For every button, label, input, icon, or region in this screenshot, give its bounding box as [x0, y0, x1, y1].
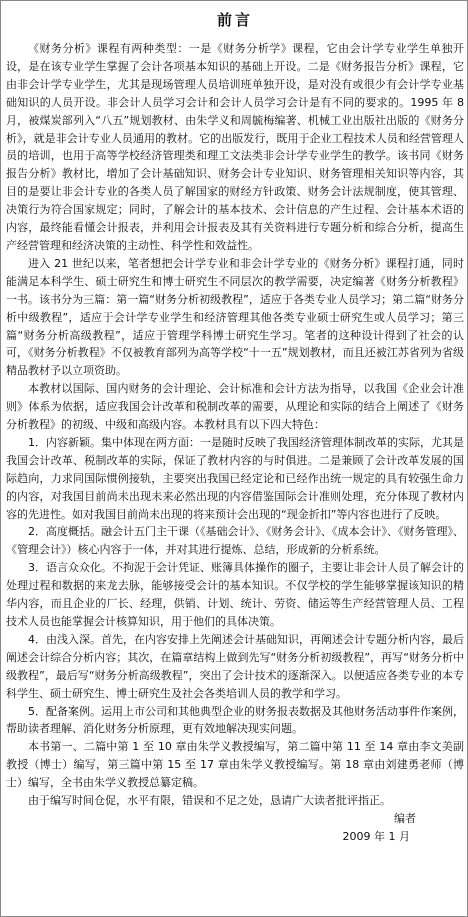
signature-author: 编者 [394, 811, 416, 825]
paragraph-feature-4: 4．由浅入深。首先，在内容安排上先阐述会计基础知识，再阐述会计专题分析内容，最后阐述会计综合分析内容；其次，在篇章结构上做到先写“财务分析初级教程”，再写“财务分析中级教程”，最后写“财务分析高级教程”，突出了会计技术的逐渐深入。以便适应各类专业的本专科学生、硕士研究生、博士研究生及社会各类培训人员的教学和学习。 [6, 632, 464, 700]
paragraph-feature-1: 1．内容新颖。集中体现在两方面：一是随时反映了我国经济管理体制改革的实际，尤其是我国会计改革、税制改革的实际，保证了教材内容的与时俱进。二是兼顾了会计改革发展的国际趋向，力求同国际惯例接轨，主要突出我国已经定论和已经作出统一规定的具有较强生命力的内容，对我国目前尚未出现未来必然出现的内容借鉴国际会计准则处理，充分体现了教材内容的先进性。如对我国目前尚未出现的将来预计会出现的“现金折扣”等内容也进行了反映。 [6, 435, 464, 521]
page-title: 前言 [216, 11, 253, 29]
signature-date: 2009 年 1 月 [342, 829, 410, 843]
paragraph-features-intro: 本教材以国际、国内财务的会计理论、会计标准和会计方法为指导，以我国《企业会计准则》体系为依据，适应我国会计改革和税制改革的需要，从理论和实际的结合上阐述了《财务分析教程》的初级、中级和高级内容。本教材具有以下四大特色： [6, 382, 464, 432]
paragraph-closing: 由于编写时间仓促，水平有限，错误和不足之处，恳请广大读者批评指正。 [28, 794, 391, 808]
preface-content [6, 9, 464, 846]
paragraph-book-design: 进入 21 世纪以来，笔者想把会计学专业和非会计学专业的《财务分析》课程打通，同时能满足本科学生、硕士研究生和博士研究生不同层次的教学需要，决定编著《财务分析教程》一书。该书分为三篇：第一篇“财务分析初级教程”，适应于各类专业人员学习；第二篇“财务分析中级教程”，适应于会计学专业学生和经济管理其他各类专业硕士研究生或人员学习；第三篇“财务分析高级教程”，适应于管理学科博士研究生学习。笔者的这种设计得到了社会的认可，《财务分析教程》不仅被教育部列为高等学校“十一五”规划教材，而且还被江苏省列为省级精品教材予以立项资助。 [6, 256, 464, 378]
paragraph-feature-5: 5．配备案例。运用上市公司和其他典型企业的财务报表数据及其他财务活动事件作案例，帮助读者理解、消化财务分析原理，更有效地解决现实问题。 [6, 704, 464, 736]
paragraph-course-types: 《财务分析》课程有两种类型：一是《财务分析学》课程，它由会计学专业学生单独开设，是在该专业学生掌握了会计各项基本知识的基础上开设。二是《财务报告分析》课程，它由非会计学专业学生，尤其是现场管理人员培训班单独开设，是对没有或很少有会计学专业基础知识的人员开设。非会计人员学习会计和会计人员学习会计是有不同的要求的。1995 年 8 月，被煤炭部列入“八五”规划教材、由朱学义和周毓梅编著、机械工业出版社出版的《财务分析》，就是非会计专业人员通用的教材。它的出版发行，既用于企业工程技术人员和经营管理人员的培训，也用于高等学校经济管理类和理工文法类非会计学专业学生的教学。该书同《财务报告分析》教材比，增加了会计基础知识、财务会计专业知识、财务管理相关知识等内容，其目的是要让非会计专业的各类人员了解国家的财经方针政策、财务会计法规制度，使其管理、决策行为符合国家规定；同时，了解会计的基本技术、会计信息的产生过程、会计基本术语的内容，最终能看懂会计报表，并利用会计报表及其有关资料进行专题分析和综合分析，提高生产经营管理和经济决策的主动性、科学性和效益性。 [6, 42, 464, 252]
paragraph-feature-3: 3．语言众众化。不拘泥于会计凭证、账簿具体操作的圈子，主要让非会计人员了解会计的处理过程和数据的来龙去脉，能够接受会计的基本知识。不仅学校的学生能够掌握该知识的精华内容，而且企业的厂长、经理，供销、计划、统计、劳资、储运等生产经营管理人员、工程技术人员也能掌握会计核算知识，用于他们的具体决策。 [6, 561, 464, 628]
paragraph-feature-2: 2．高度概括。融会计五门主干课（《基础会计》、《财务会计》、《成本会计》、《财务管理》、《管理会计》）核心内容于一体，并对其进行提炼、总结，形成新的分析系统。 [6, 525, 464, 557]
paragraph-authorship: 本书第一、二篇中第 1 至 10 章由朱学义教授编写，第二篇中第 11 至 14 章由李文美副教授（博士）编写，第三篇中第 15 至 17 章由朱学义教授编写。第 18 章由刘建勇老师（博士）编写，全书由朱学义教授总纂定稿。 [6, 740, 464, 790]
